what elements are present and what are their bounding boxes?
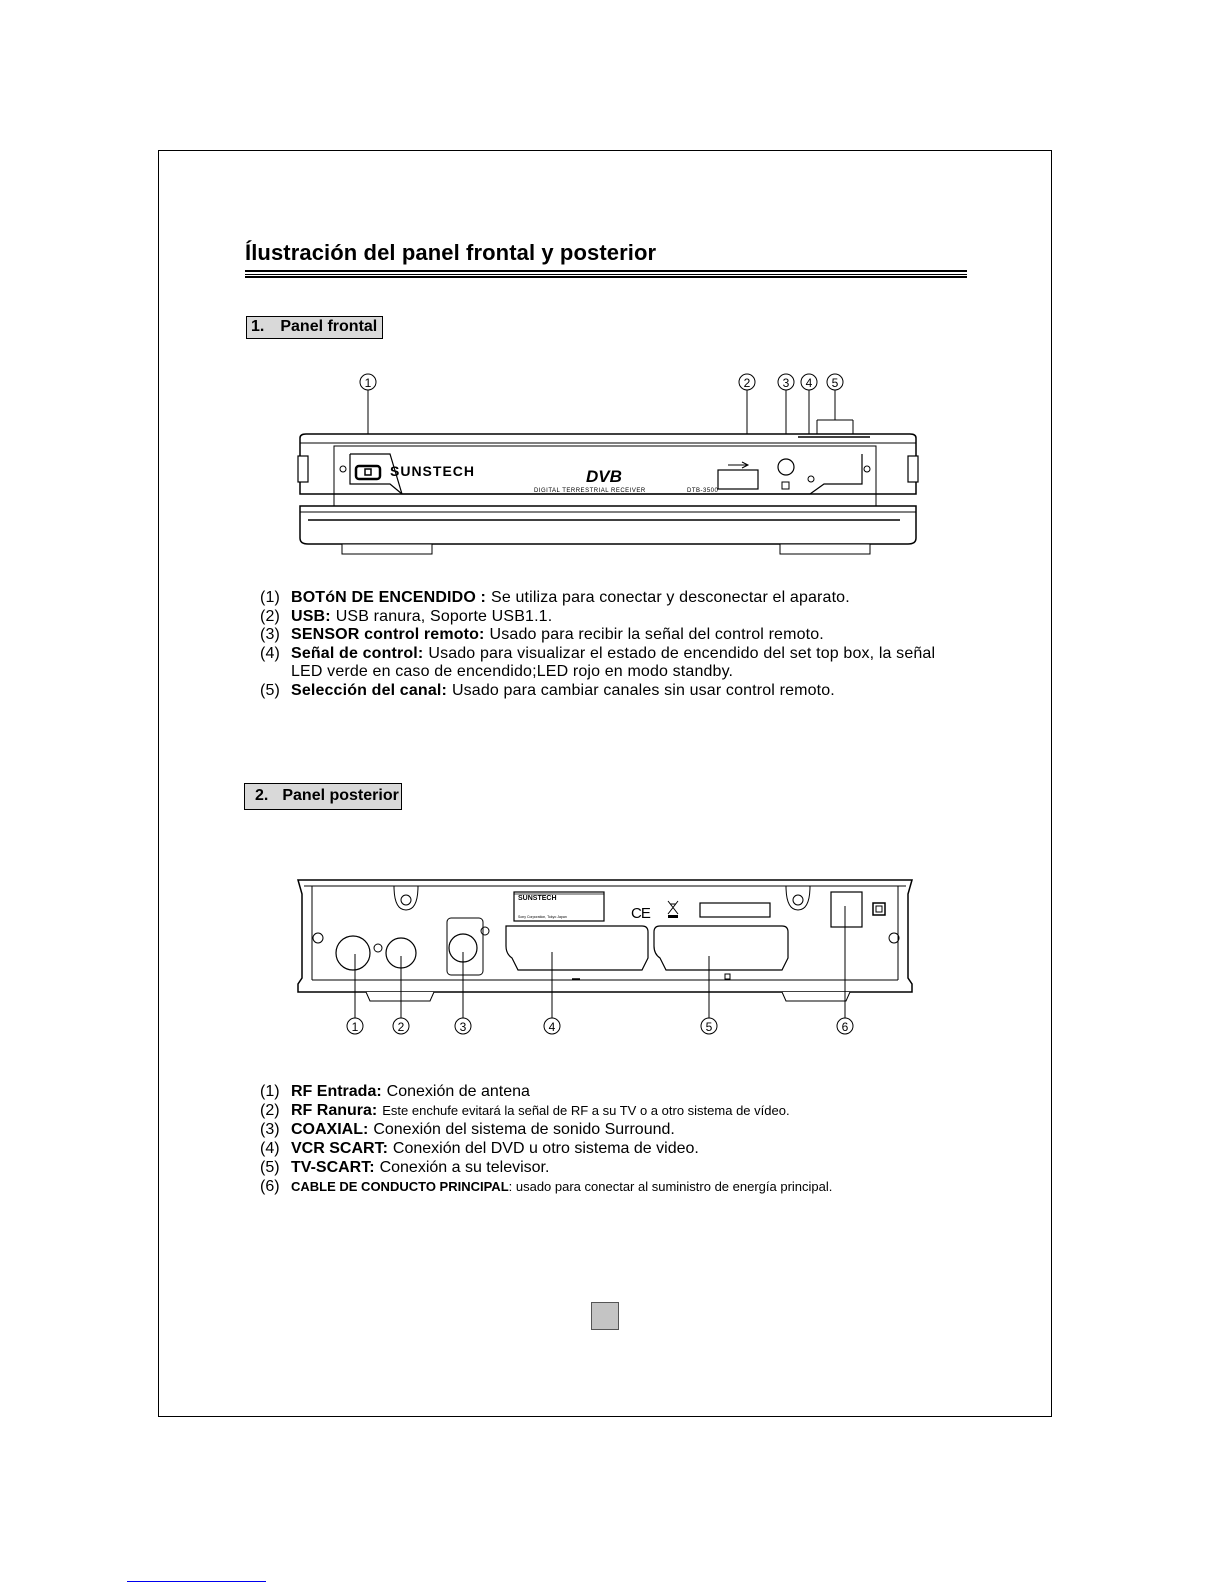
front-caption-text: DIGITAL TERRESTRIAL RECEIVER: [534, 488, 646, 494]
rear-callout-5: 5: [705, 1020, 713, 1034]
item-number: (1): [260, 589, 281, 606]
front-panel-heading: [246, 316, 383, 339]
list-item: [260, 682, 935, 701]
rear-panel-illustration: [290, 876, 920, 1041]
front-model-text: DTB-3500: [687, 488, 719, 494]
back-panel-heading-label: Panel posterior: [282, 787, 399, 804]
item-term: CABLE DE CONDUCTO PRINCIPAL: [291, 1179, 509, 1194]
item-number: (2): [260, 1102, 280, 1119]
item-text: Conexión a su televisor.: [379, 1159, 550, 1176]
item-text: USB ranura, Soporte USB1.1.: [335, 607, 553, 625]
item-continuation: LED verde en caso de encendido;LED rojo en modo standby.: [291, 663, 734, 680]
item-text: Usado para cambiar canales sin usar control remoto.: [451, 681, 835, 699]
item-number: (5): [260, 681, 281, 699]
rear-callout-3: 3: [459, 1020, 467, 1034]
item-number: (4): [260, 1140, 280, 1157]
front-brand-text: SUNSTECH: [390, 463, 476, 479]
item-text: Usado para recibir la señal del control remoto.: [489, 626, 824, 643]
item-number: (6): [260, 1178, 280, 1195]
list-item: [260, 1158, 832, 1177]
item-text: : usado para conectar al suministro de energía principal.: [508, 1179, 833, 1194]
list-item: [260, 608, 935, 627]
front-device-body: [298, 434, 918, 554]
item-term: RF Ranura:: [291, 1102, 378, 1119]
back-panel-list: [260, 1082, 832, 1196]
link-underline[interactable]: [127, 1581, 266, 1582]
svg-text:5: 5: [831, 376, 839, 390]
item-number: (5): [260, 1159, 280, 1176]
item-text: Conexión del DVD u otro sistema de video.: [392, 1140, 699, 1157]
item-number: (3): [260, 626, 281, 643]
item-number: (3): [260, 1121, 280, 1138]
front-panel-heading-number: 1.: [251, 318, 265, 335]
front-panel-list: [260, 589, 935, 700]
rear-callout-2: 2: [397, 1020, 405, 1034]
item-term: Señal de control:: [291, 644, 424, 662]
item-term: BOTóN DE ENCENDIDO :: [291, 589, 486, 606]
front-dvb-logo: DVB: [586, 467, 622, 486]
item-number: (1): [260, 1083, 280, 1100]
rear-brand-text: SUNSTECH: [518, 895, 557, 902]
rear-callouts: [347, 1018, 853, 1034]
item-text: Conexión de antena: [386, 1083, 530, 1100]
svg-text:2: 2: [743, 376, 751, 390]
item-term: RF Entrada:: [291, 1083, 382, 1100]
front-callout-5: [817, 374, 853, 436]
rear-ce-mark: CE: [631, 905, 650, 922]
list-item: [260, 626, 935, 645]
item-term: TV-SCART:: [291, 1159, 375, 1176]
list-item: [260, 1177, 832, 1196]
list-item: [260, 1139, 832, 1158]
back-panel-heading: [244, 783, 402, 810]
list-item: [260, 1101, 832, 1120]
list-item: [260, 1082, 832, 1101]
page-number-box: [591, 1302, 619, 1330]
rear-sticker-text: Sony Corporation, Tokyo Japan: [518, 915, 567, 919]
svg-text:4: 4: [805, 376, 813, 390]
front-panel-heading-label: Panel frontal: [280, 318, 378, 335]
item-text: Se utiliza para conectar y desconectar el aparato.: [491, 589, 850, 606]
item-term: VCR SCART:: [291, 1140, 388, 1157]
front-panel-illustration: [290, 368, 930, 558]
svg-text:3: 3: [782, 376, 790, 390]
rear-callout-1: 1: [351, 1020, 359, 1034]
item-text: Conexión del sistema de sonido Surround.: [373, 1121, 675, 1138]
list-item: [260, 1120, 832, 1139]
rear-callout-4: 4: [548, 1020, 556, 1034]
item-text: Usado para visualizar el estado de encendido del set top box, la señal: [428, 644, 936, 662]
item-number: (4): [260, 644, 281, 662]
list-item: [260, 645, 935, 664]
item-term: USB:: [291, 607, 331, 625]
svg-text:1: 1: [364, 376, 372, 390]
item-term: SENSOR control remoto:: [291, 626, 485, 643]
back-panel-heading-number: 2.: [255, 787, 269, 804]
title-rule: [245, 270, 967, 278]
item-term: COAXIAL:: [291, 1121, 369, 1138]
rear-device-body: [298, 880, 912, 1001]
rear-callout-6: 6: [841, 1020, 849, 1034]
item-term: Selección del canal:: [291, 681, 447, 699]
list-item: [260, 589, 935, 608]
item-number: (2): [260, 607, 281, 625]
page-title: Ílustración del panel frontal y posterior: [245, 240, 657, 265]
item-text: Este enchufe evitará la señal de RF a su TV o a otro sistema de vídeo.: [382, 1103, 790, 1118]
